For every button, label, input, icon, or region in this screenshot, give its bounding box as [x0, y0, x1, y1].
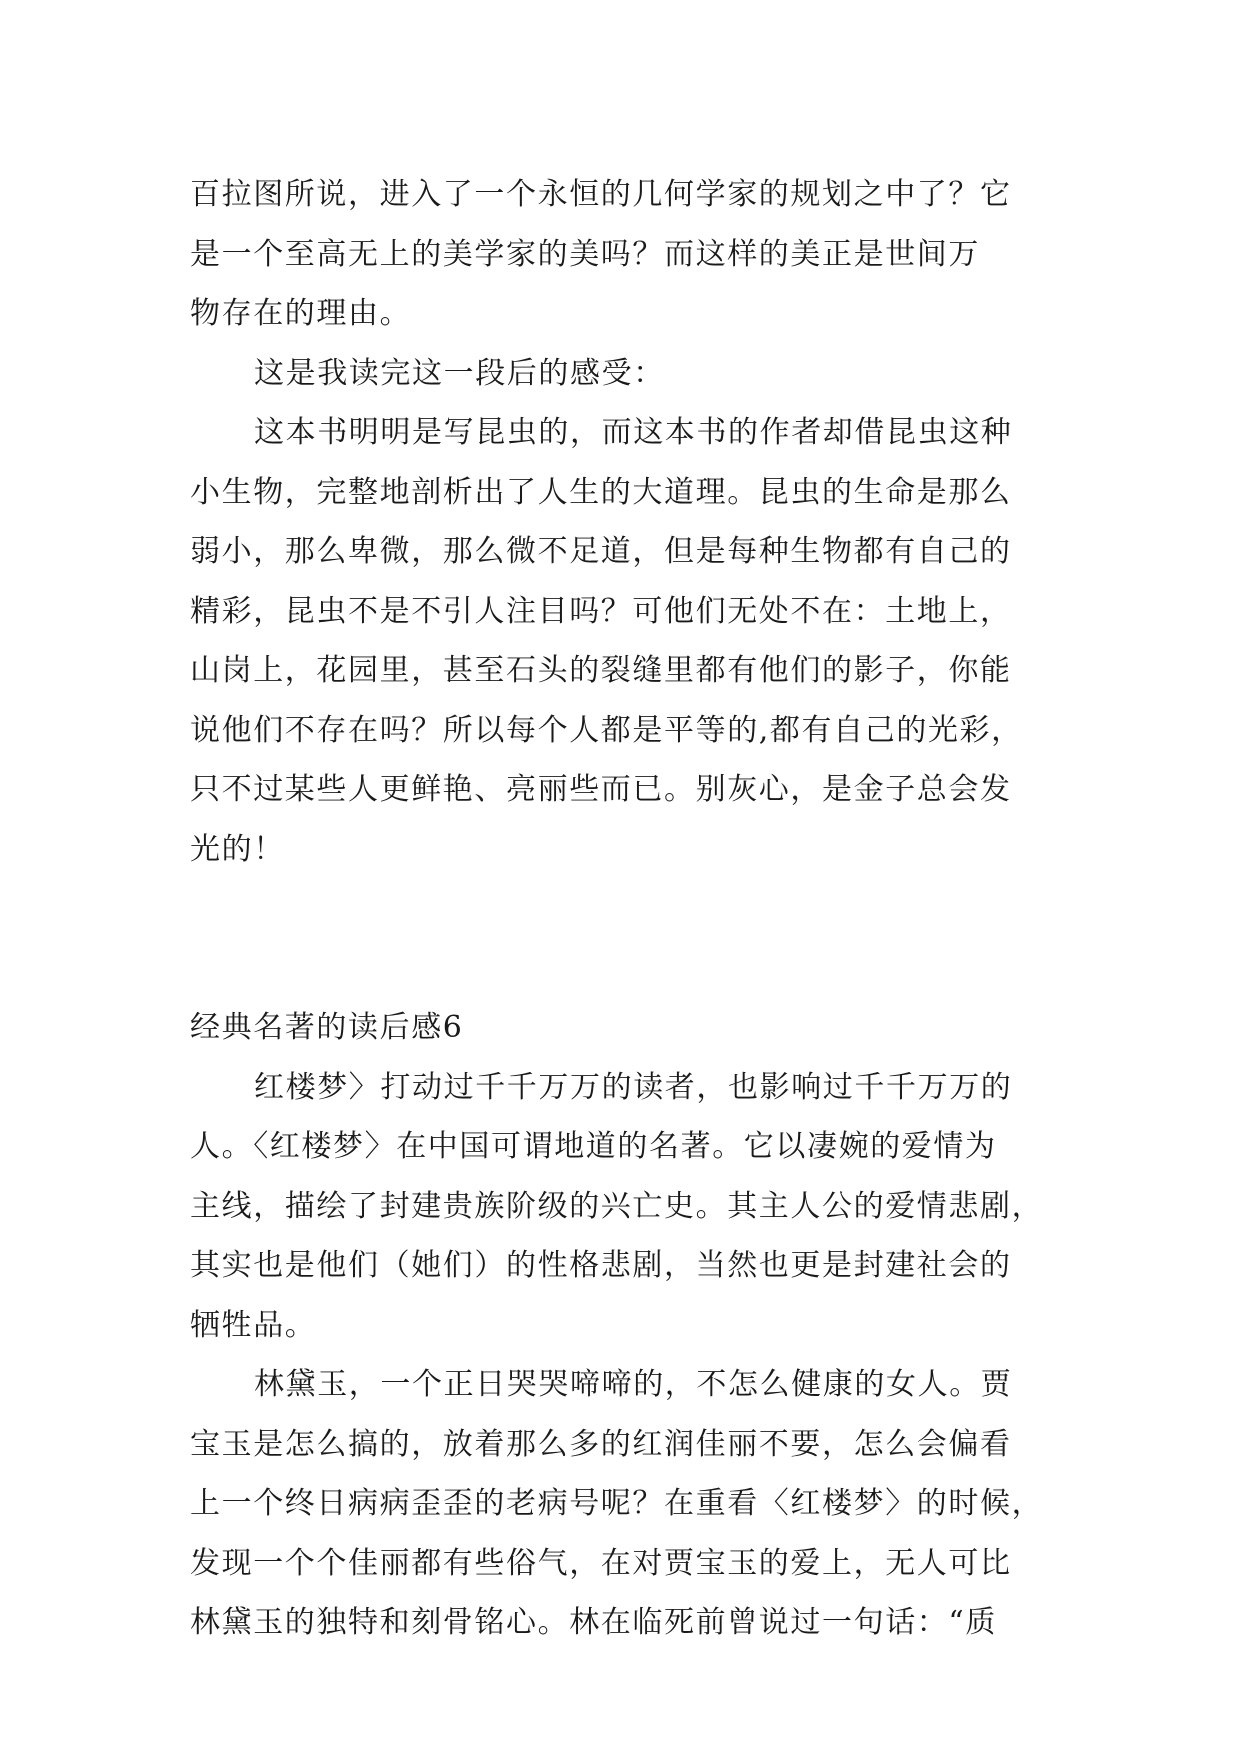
- text-line: 是一个至高无上的美学家的美吗？而这样的美正是世间万: [190, 236, 980, 272]
- document-page: [190, 165, 1070, 1653]
- paragraph-lin-daiyu: [190, 1355, 1070, 1653]
- text-line: 宝玉是怎么搞的，放着那么多的红润佳丽不要，怎么会偏看: [190, 1426, 1012, 1462]
- text-line: 牺牲品。: [190, 1307, 317, 1343]
- paragraph-insects: [190, 403, 1070, 879]
- text-line: 百拉图所说，进入了一个永恒的几何学家的规划之中了？它: [190, 177, 1012, 212]
- text-line: 弱小，那么卑微，那么微不足道，但是每种生物都有自己的: [190, 534, 1012, 569]
- text-line: 山岗上，花园里，甚至石头的裂缝里都有他们的影子，你能: [190, 653, 1012, 688]
- text-line: 红楼梦〉打动过千千万万的读者，也影响过千千万万的: [254, 1069, 1013, 1105]
- text-line: 人。〈红楼梦〉在中国可谓地道的名著。它以凄婉的爱情为: [190, 1129, 997, 1164]
- text-line: 发现一个个佳丽都有些俗气，在对贾宝玉的爱上，无人可比: [190, 1545, 1012, 1581]
- text-line: 这本书明明是写昆虫的，而这本书的作者却借昆虫这种: [254, 415, 1013, 450]
- text-line: 物存在的理由。: [190, 296, 412, 331]
- text-line: 光的！: [190, 831, 285, 867]
- text-line: 上一个终日病病歪歪的老病号呢？在重看〈红楼梦〉的时候，: [190, 1486, 1044, 1521]
- text-line: 主线，描绘了封建贵族阶级的兴亡史。其主人公的爱情悲剧，: [190, 1188, 1044, 1224]
- text-line: 这是我读完这一段后的感受：: [254, 355, 665, 391]
- text-line: 林黛玉的独特和刻骨铭心。林在临死前曾说过一句话：“质: [190, 1605, 997, 1640]
- text-line: 林黛玉，一个正日哭哭啼啼的，不怎么健康的女人。贾: [254, 1367, 1013, 1402]
- text-line: 小生物，完整地剖析出了人生的大道理。昆虫的生命是那么: [190, 474, 1012, 510]
- paragraph-plato: [190, 165, 1070, 344]
- text-line: 只不过某些人更鲜艳、亮丽些而已。别灰心，是金子总会发: [190, 772, 1012, 807]
- section-gap: [190, 879, 1070, 998]
- paragraph-hongloumeng: [190, 1058, 1070, 1356]
- text-line: 其实也是他们（她们）的性格悲剧，当然也更是封建社会的: [190, 1248, 1012, 1283]
- paragraph-feeling-intro: [190, 344, 1070, 404]
- text-line: 精彩，昆虫不是不引人注目吗？可他们无处不在：土地上，: [190, 593, 1012, 629]
- section-heading: 经典名著的读后感6: [190, 1010, 464, 1045]
- text-line: 说他们不存在吗？所以每个人都是平等的,都有自己的光彩，: [190, 712, 1023, 748]
